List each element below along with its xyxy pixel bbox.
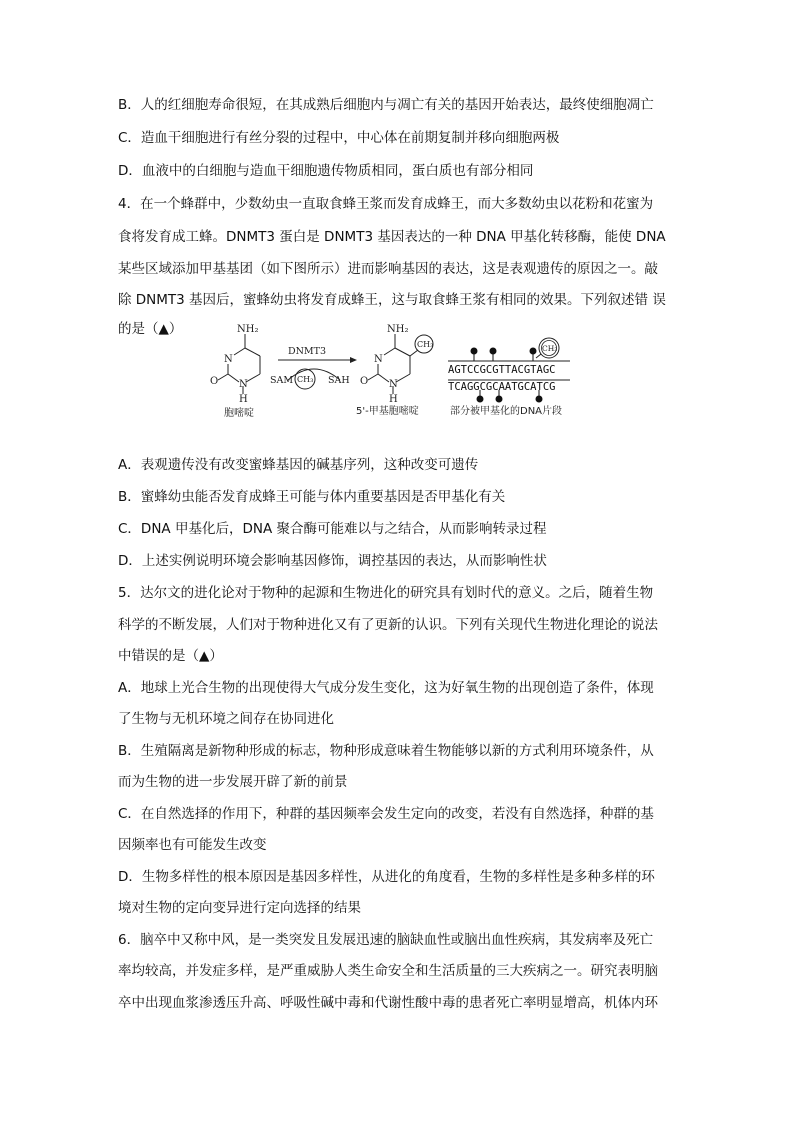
question-5-line-3: 中错误的是（▲） (118, 648, 223, 664)
option-4a: A．表观遗传没有改变蜜蜂基因的碱基序列，这种改变可遗传 (118, 457, 479, 473)
cytosine-label: 胞嘧啶 (224, 408, 254, 419)
reaction-arrowhead (350, 357, 357, 363)
methylcytosine-o: O (360, 376, 369, 387)
option-5c-line-1: C．在自然选择的作用下，种群的基因频率会发生定向的改变，若没有自然选择，种群的基 (118, 806, 654, 822)
methylcytosine-n3: N (374, 354, 383, 365)
methylcytosine-h: H (389, 394, 398, 405)
question-4-line-4: 除 DNMT3 基因后，蜜蜂幼虫将发育成蜂王，这与取食蜂王浆有相同的效果。下列叙述错 误 (118, 292, 666, 308)
cytosine-n3: N (224, 354, 233, 365)
cytosine-nh2: NH₂ (237, 324, 259, 335)
option-5a-line-2: 了生物与无机环境之间存在协同进化 (118, 711, 334, 727)
question-4-line-3: 某些区域添加甲基基团（如下图所示）进而影响基因的表达，这是表观遗传的原因之一。敲 (118, 261, 658, 277)
option-5a-line-1: A．地球上光合生物的出现使得大气成分发生变化，这为好氧生物的出现创造了条件，体现 (118, 680, 654, 696)
question-6-line-3: 卒中出现血浆渗透压升高、呼吸性碱中毒和代谢性酸中毒的患者死亡率明显增高，机体内环 (118, 995, 658, 1011)
option-3d: D．血液中的白细胞与造血干细胞遗传物质相同，蛋白质也有部分相同 (118, 163, 534, 179)
question-6-line-1: 6．脑卒中又称中风，是一类突发且发展迅速的脑缺血性或脑出血性疾病，其发病率及死亡 (118, 932, 654, 948)
methyl-group-label: CH₃ (417, 340, 434, 349)
option-4b: B．蜜蜂幼虫能否发育成蜂王可能与体内重要基因是否甲基化有关 (118, 489, 506, 505)
question-4-line-5: 的是（▲） (118, 321, 183, 337)
option-3b: B．人的红细胞寿命很短，在其成熟后细胞内与凋亡有关的基因开始表达，最终使细胞凋亡 (118, 97, 654, 113)
option-4c: C．DNA 甲基化后，DNA 聚合酶可能难以与之结合，从而影响转录过程 (118, 521, 547, 537)
methylcytosine-n1: N (389, 379, 398, 390)
option-5d-line-1: D．生物多样性的根本原因是基因多样性，从进化的角度看，生物的多样性是多种多样的环 (118, 869, 655, 885)
question-5-line-1: 5．达尔文的进化论对于物种的起源和生物进化的研究具有划时代的意义。之后，随着生物 (118, 585, 654, 601)
dna-top-strand: AGTCCGCGTTACGTAGC (448, 364, 556, 376)
option-5c-line-2: 因频率也有可能发生改变 (118, 837, 267, 853)
option-4d: D．上述实例说明环境会影响基因修饰，调控基因的表达，从而影响性状 (118, 553, 547, 569)
enzyme-label: DNMT3 (288, 346, 327, 357)
sam-label: SAM (270, 375, 294, 386)
methylcytosine-nh2: NH₂ (387, 324, 409, 335)
dna-fragment-label: 部分被甲基化的DNA片段 (450, 406, 563, 417)
cytosine-h: H (239, 394, 248, 405)
dna-methyl-label: CH₃ (542, 344, 558, 353)
sam-methyl-label: CH₃ (297, 375, 314, 384)
methylcytosine-label: 5'-甲基胞嘧啶 (356, 406, 419, 417)
option-5d-line-2: 境对生物的定向变异进行定向选择的结果 (118, 900, 361, 916)
sah-label: SAH (328, 375, 350, 386)
cytosine-o: O (210, 376, 219, 387)
question-4-line-1: 4．在一个蜂群中，少数幼虫一直取食蜂王浆而发育成蜂王，而大多数幼虫以花粉和花蜜为 (118, 196, 654, 212)
dna-fragment (448, 338, 570, 417)
question-4-line-2: 食将发育成工蜂。DNMT3 蛋白是 DNMT3 基因表达的一种 DNA 甲基化转移酶，能使 DNA (118, 229, 666, 245)
option-3c: C．造血干细胞进行有丝分裂的过程中，中心体在前期复制并移向细胞两极 (118, 130, 560, 146)
option-5b-line-1: B．生殖隔离是新物种形成的标志，物种形成意味着生物能够以新的方式利用环境条件，从 (118, 743, 654, 759)
question-6-line-2: 率均较高，并发症多样，是严重威胁人类生命安全和生活质量的三大疾病之一。研究表明脑 (118, 963, 658, 979)
option-5b-line-2: 而为生物的进一步发展开辟了新的前景 (118, 774, 348, 790)
dna-bottom-strand: TCAGGCGCAATGCATCG (448, 381, 556, 393)
methylation-diagram-svg (210, 318, 590, 424)
methylation-diagram (210, 318, 590, 424)
question-5-line-2: 科学的不断发展，人们对于物种进化又有了更新的认识。下列有关现代生物进化理论的说法 (118, 617, 658, 633)
cytosine-n1: N (239, 379, 248, 390)
